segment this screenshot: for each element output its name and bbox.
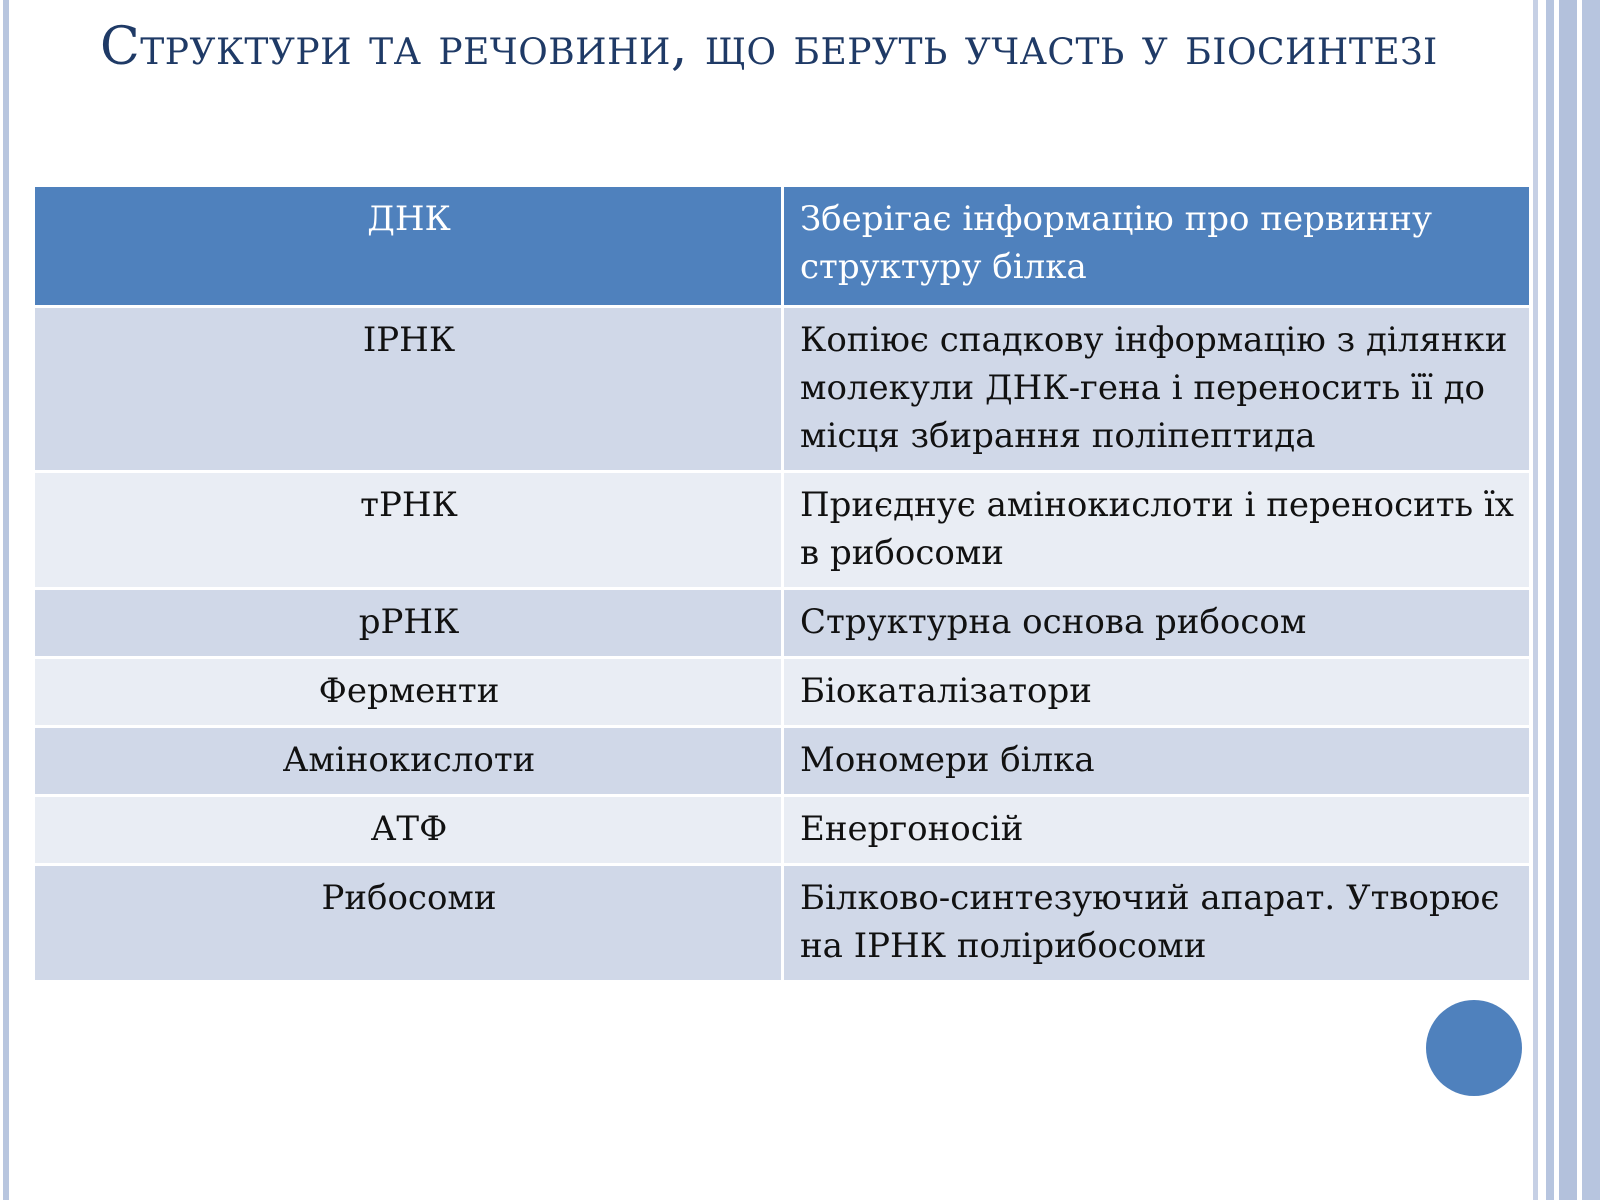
cell-name: АТФ <box>34 796 783 865</box>
cell-name: ДНК <box>34 186 783 307</box>
cell-name: Ферменти <box>34 658 783 727</box>
table-row <box>34 472 1531 589</box>
left-decorative-border <box>0 0 12 1200</box>
cell-name: рРНК <box>34 589 783 658</box>
cell-name: тРНК <box>34 472 783 589</box>
cell-description: Копіює спадкову інформацію з ділянки молекули ДНК-гена і переносить її до місця збирання поліпептида <box>783 307 1531 472</box>
cell-description: Структурна основа рибосом <box>783 589 1531 658</box>
cell-name: Рибосоми <box>34 865 783 982</box>
table-row <box>34 865 1531 982</box>
cell-name: ІРНК <box>34 307 783 472</box>
decorative-circle <box>1426 1000 1522 1096</box>
table-row <box>34 796 1531 865</box>
cell-description: Зберігає інформацію про первинну структуру білка <box>783 186 1531 307</box>
biosynthesis-table <box>32 184 1532 983</box>
cell-name: Амінокислоти <box>34 727 783 796</box>
cell-description: Приєднує амінокислоти і переносить їх в рибосоми <box>783 472 1531 589</box>
table-row <box>34 727 1531 796</box>
table-row <box>34 589 1531 658</box>
cell-description: Біокаталізатори <box>783 658 1531 727</box>
cell-description: Білково-синтезуючий апарат. Утворює на ІРНК полірибосоми <box>783 865 1531 982</box>
cell-description: Енергоносій <box>783 796 1531 865</box>
table-row-header <box>34 186 1531 307</box>
cell-description: Мономери білка <box>783 727 1531 796</box>
table-row <box>34 307 1531 472</box>
right-decorative-stripes <box>1530 0 1600 1200</box>
table-row <box>34 658 1531 727</box>
slide-title: Структури та речовини, що беруть участь у біосинтезі <box>100 17 1438 77</box>
